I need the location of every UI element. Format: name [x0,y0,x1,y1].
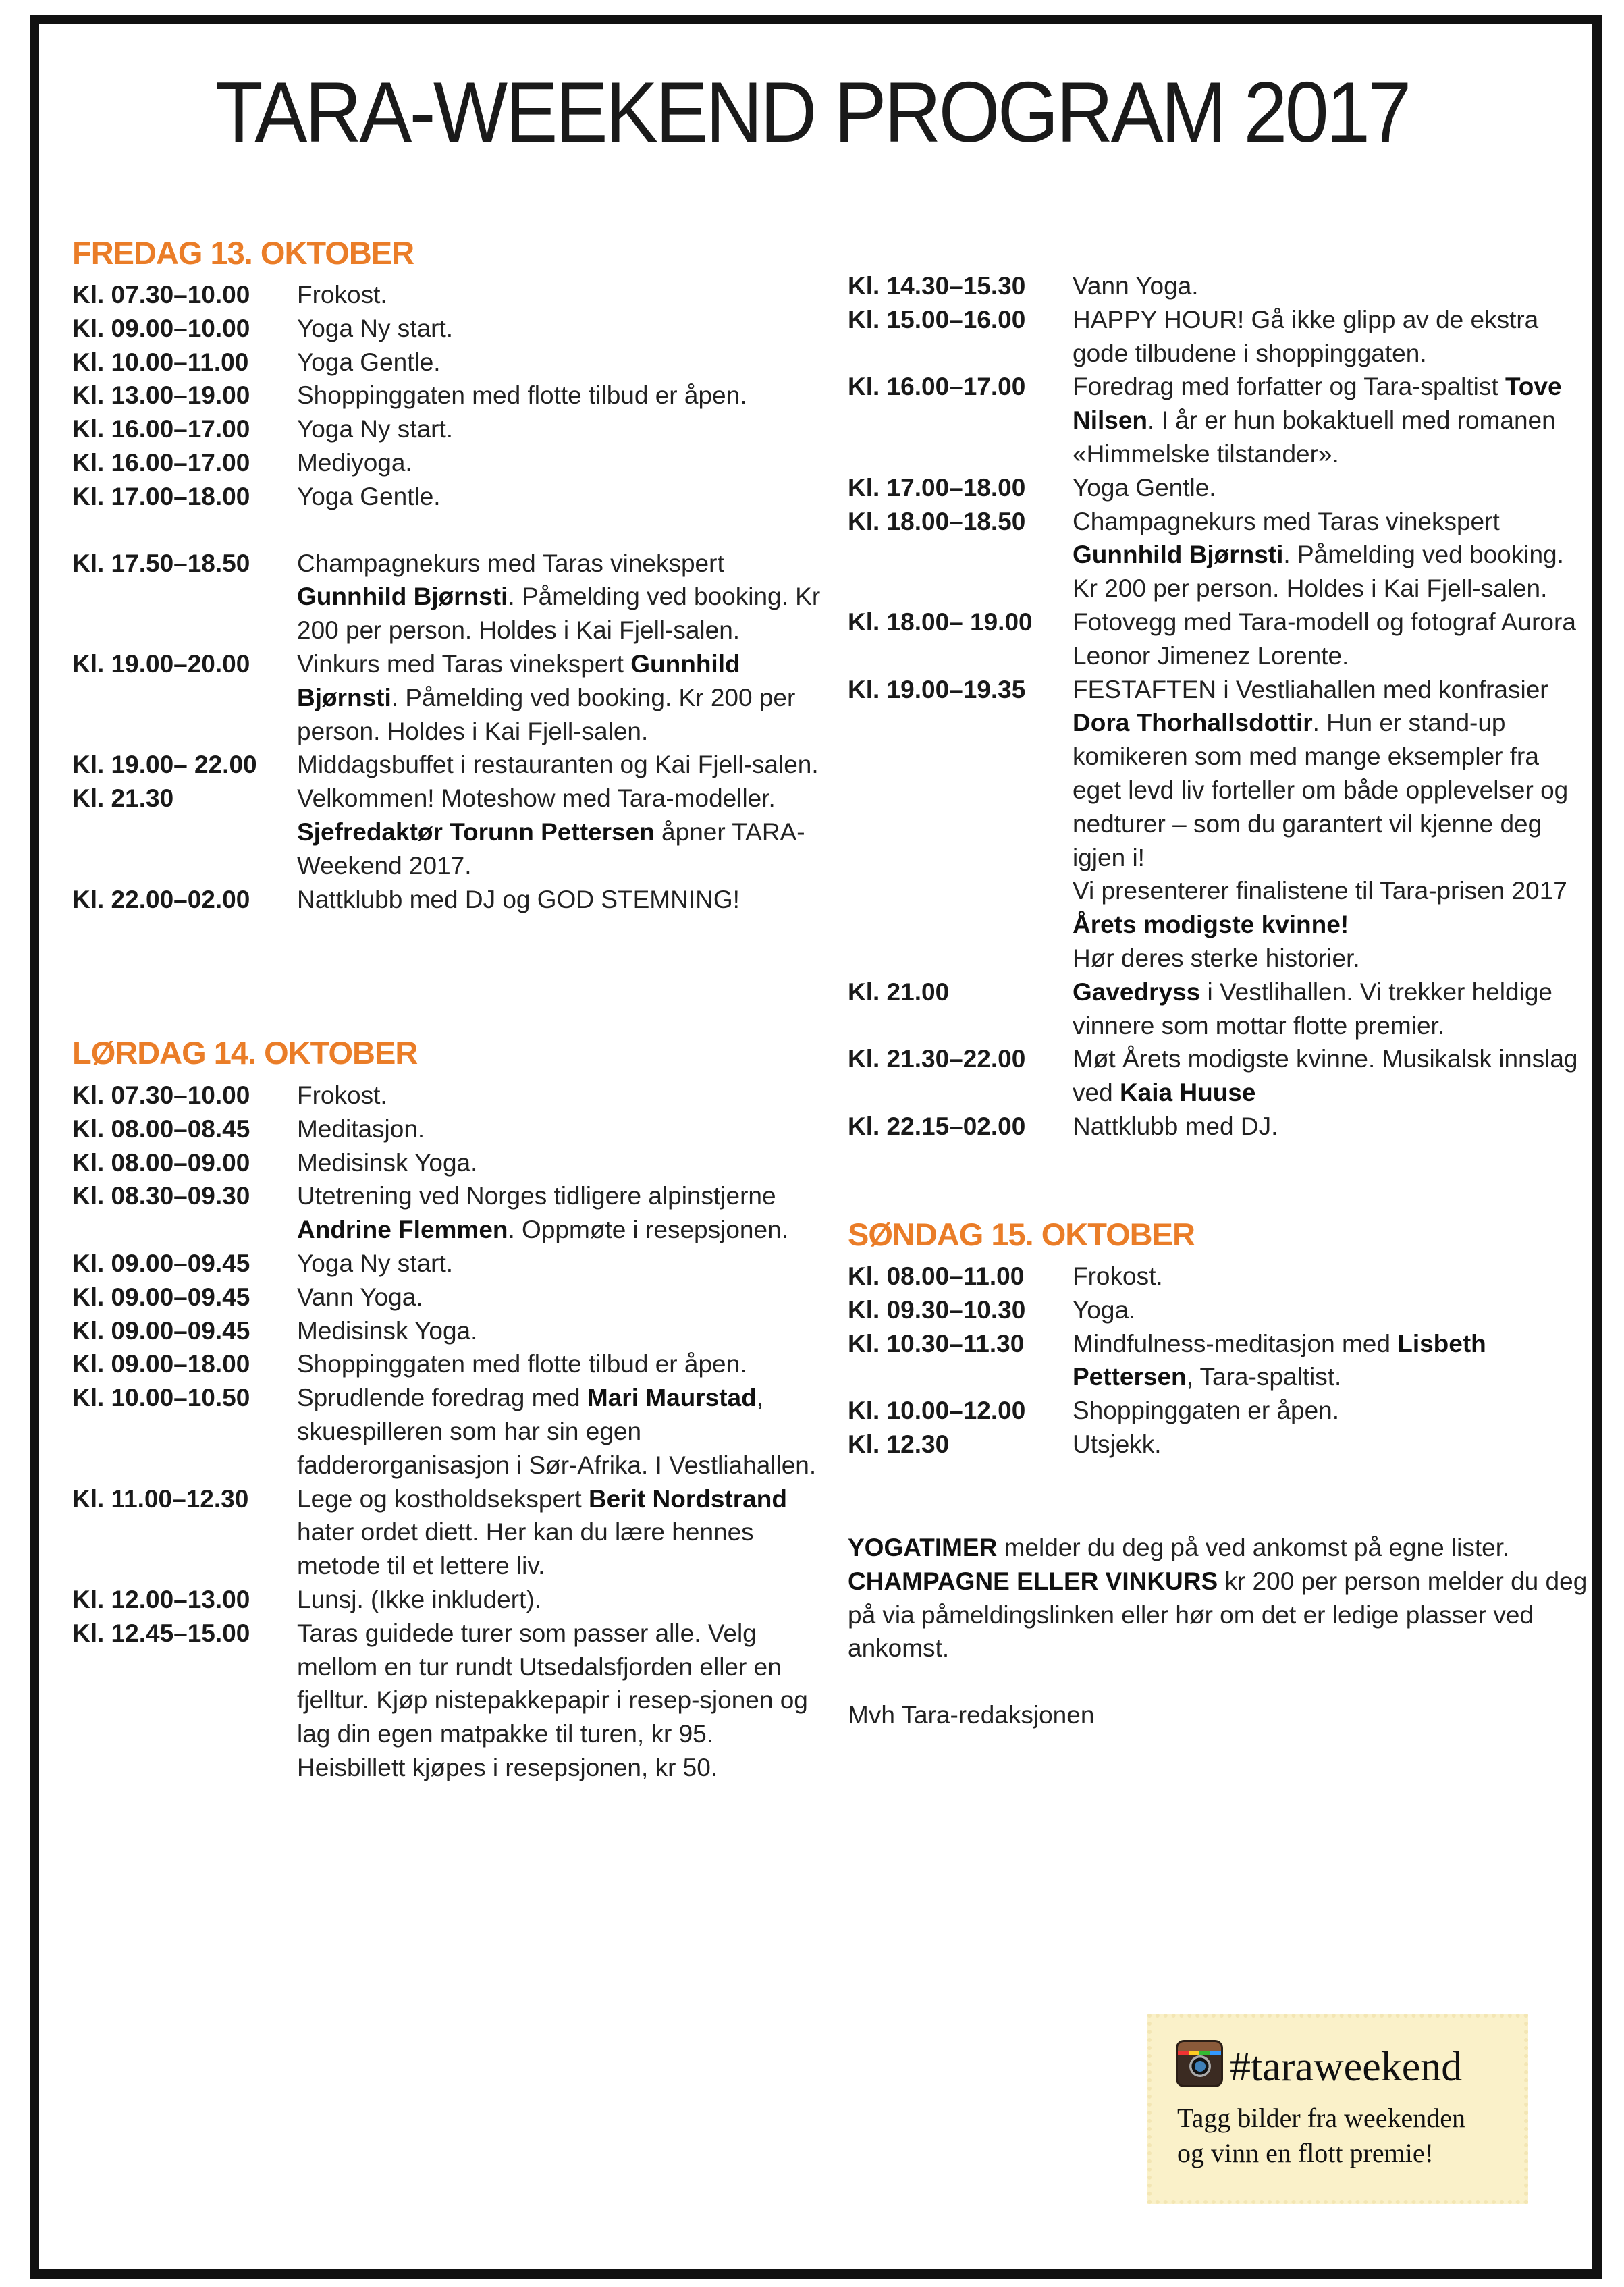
row-text: Vinkurs med Taras vinekspert Gunnhild Bjørnsti. Påmelding ved booking. Kr 200 per person. Holdes i Kai Fjell-salen. [297,649,796,745]
schedule-row [72,1112,821,1146]
row-time: Kl. 18.00–18.50 [848,507,1026,535]
award-name: Årets modigste kvinne! [1073,911,1349,939]
schedule-row [848,673,1590,975]
row-text: Yoga Gentle. [297,348,441,376]
saturday-heading: LØRDAG 14. OKTOBER [72,1035,418,1071]
hashtag-stamp [1147,2014,1528,2204]
schedule-row [72,1281,821,1314]
schedule-row [848,606,1590,673]
speaker-name: Lisbeth Pettersen [1073,1329,1486,1391]
row-time: Kl. 09.00–18.00 [72,1350,250,1378]
row-text: Medisinsk Yoga. [297,1316,478,1345]
schedule-row [848,1394,1590,1428]
hashtag-text: #taraweekend [1230,2044,1463,2090]
schedule-row [72,1314,821,1348]
row-text: Meditasjon. [297,1114,425,1143]
row-text: Yoga Ny start. [297,415,454,443]
row-text: Velkommen! Moteshow med Tara-modeller. Sjefredaktør Torunn Pettersen åpner TARA-Weekend 2017. [297,784,805,880]
row-text: Lunsj. (Ikke inkludert). [297,1585,541,1613]
row-text: Shoppinggaten med flotte tilbud er åpen. [297,1350,747,1378]
schedule-row [848,471,1590,505]
row-text: Lege og kostholdsekspert Berit Nordstrand hater ordet diett. Her kan du lære hennes metode til et lettere liv. [297,1484,787,1580]
schedule-row [848,370,1590,470]
row-time: Kl. 19.00–19.35 [848,675,1026,703]
row-text: Nattklubb med DJ og GOD STEMNING! [297,885,740,913]
row-time: Kl. 17.50–18.50 [72,549,250,577]
schedule-row [72,412,821,446]
row-time: Kl. 08.00–09.00 [72,1148,250,1177]
row-time: Kl. 07.30–10.00 [72,281,250,308]
row-time: Kl. 09.00–09.45 [72,1283,250,1311]
row-text: Mediyoga. [297,448,412,477]
schedule-row [72,1179,821,1247]
row-time: Kl. 16.00–17.00 [72,415,250,443]
schedule-row [848,1293,1590,1327]
speaker-name: Mari Maurstad [587,1384,757,1412]
saturday-schedule-left [72,1079,821,1785]
row-text: Nattklubb med DJ. [1073,1112,1278,1140]
stamp-caption: Tagg bilder fra weekenden og vinn en flott premie! [1177,2103,1465,2168]
schedule-row [72,446,821,480]
schedule-row [72,278,821,312]
row-time: Kl. 13.00–19.00 [72,381,250,410]
speaker-name: Sjefredaktør Torunn Pettersen [297,817,655,846]
row-time: Kl. 19.00– 22.00 [72,751,257,779]
signature: Mvh Tara-redaksjonen [848,1701,1095,1729]
speaker-name: Dora Thorhallsdottir [1073,709,1313,737]
row-text: FESTAFTEN i Vestliahallen med konfrasier Dora Thorhallsdottir. Hun er stand-up komikeren som med mange eksempler fra eget levd liv forteller om både opplevelser og nedturer – som du garantert vil kjenne deg igjen i! Vi presenterer finalistene til Tara-prisen 2017 Årets modigste kvinne! Hør deres sterke historier. [1073,675,1569,972]
row-text: Shoppinggaten er åpen. [1073,1397,1340,1425]
row-time: Kl. 17.00–18.00 [848,473,1026,502]
schedule-row [72,1079,821,1112]
schedule-row [72,782,821,882]
row-text: Yoga Ny start. [297,314,454,342]
row-text: Foredrag med forfatter og Tara-spaltist Tove Nilsen. I år er hun bokaktuell med romanen «Himmelske tilstander». [1073,373,1562,468]
row-text: Frokost. [297,1081,387,1109]
schedule-row [72,647,821,748]
row-text: Fotovegg med Tara-modell og fotograf Aurora Leonor Jimenez Lorente. [1073,608,1576,670]
schedule-row [848,505,1590,606]
row-time: Kl. 07.30–10.00 [72,1081,250,1109]
page-title: TARA-WEEKEND PROGRAM 2017 [215,64,1409,160]
schedule-row [848,1110,1590,1144]
row-text: Champagnekurs med Taras vinekspert Gunnhild Bjørnsti. Påmelding ved booking. Kr 200 per person. Holdes i Kai Fjell-salen. [297,549,821,645]
row-time: Kl. 22.00–02.00 [72,885,250,913]
row-time: Kl. 09.00–10.00 [72,314,250,342]
row-time: Kl. 09.00–09.45 [72,1249,250,1277]
row-text: Møt Årets modigste kvinne. Musikalsk innslag ved Kaia Huuse [1073,1045,1578,1107]
row-text: Utetrening ved Norges tidligere alpinstjerne Andrine Flemmen. Oppmøte i resepsjonen. [297,1182,788,1244]
schedule-row [72,1617,821,1785]
row-time: Kl. 08.00–11.00 [848,1262,1025,1290]
row-time: Kl. 22.15–02.00 [848,1112,1026,1140]
row-time: Kl. 10.30–11.30 [848,1329,1025,1357]
row-text: Frokost. [1073,1262,1163,1290]
schedule-row [72,346,821,379]
sunday-schedule [848,1260,1590,1461]
schedule-row [72,312,821,346]
row-time: Kl. 15.00–16.00 [848,305,1026,333]
row-time: Kl. 17.00–18.00 [72,482,250,510]
schedule-row [72,1146,821,1180]
row-time: Kl. 12.30 [848,1430,950,1458]
row-time: Kl. 12.00–13.00 [72,1585,250,1613]
row-text: Yoga Ny start. [297,1249,454,1277]
speaker-name: Kaia Huuse [1119,1079,1256,1107]
row-time: Kl. 09.30–10.30 [848,1295,1026,1324]
row-text: Taras guidede turer som passer alle. Velg mellom en tur rundt Utsedalsfjorden eller en fjelltur. Kjøp nistepakkepapir i resep-sjonen og lag din egen matpakke til turen, kr 95. Heisbillett kjøpes i resepsjonen, kr 50. [297,1619,808,1781]
row-text: Vann Yoga. [297,1283,423,1311]
saturday-schedule-right [848,269,1590,1144]
row-text: Utsjekk. [1073,1430,1162,1458]
row-time: Kl. 21.30 [72,784,174,813]
row-text: HAPPY HOUR! Gå ikke glipp av de ekstra gode tilbudene i shoppinggaten. [1073,305,1539,367]
sunday-heading: SØNDAG 15. OKTOBER [848,1216,1195,1252]
row-text: Medisinsk Yoga. [297,1148,478,1177]
friday-heading: FREDAG 13. OKTOBER [72,235,414,271]
speaker-name: Gunnhild Bjørnsti [1073,541,1284,569]
row-text: Champagnekurs med Taras vinekspert Gunnhild Bjørnsti. Påmelding ved booking. Kr 200 per person. Holdes i Kai Fjell-salen. [1073,507,1564,603]
row-text: Frokost. [297,281,387,308]
schedule-row [72,1247,821,1281]
row-time: Kl. 21.30–22.00 [848,1045,1026,1073]
schedule-row [72,480,821,514]
row-time: Kl. 18.00– 19.00 [848,608,1033,636]
row-text: Sprudlende foredrag med Mari Maurstad, skuespilleren som har sin egen fadderorganisasjon i Sør-Afrika. I Vestliahallen. [297,1384,817,1479]
row-time: Kl. 10.00–11.00 [72,348,249,376]
schedule-row [72,1482,821,1583]
schedule-row [848,1042,1590,1110]
row-text: Middagsbuffet i restauranten og Kai Fjell-salen. [297,751,819,779]
row-text: Yoga Gentle. [1073,473,1216,502]
schedule-row [72,1347,821,1381]
schedule-row [72,748,821,782]
schedule-row [848,1260,1590,1293]
row-time: Kl. 16.00–17.00 [72,448,250,477]
speaker-name: Gunnhild Bjørnsti [297,649,740,711]
row-time: Kl. 19.00–20.00 [72,649,250,678]
row-time: Kl. 10.00–12.00 [848,1397,1026,1425]
schedule-row [848,269,1590,303]
speaker-name: Tove Nilsen [1073,373,1562,435]
row-time: Kl. 10.00–10.50 [72,1384,250,1412]
signup-notes [848,1531,1590,1732]
row-time: Kl. 08.00–08.45 [72,1114,250,1143]
schedule-row [72,883,821,917]
row-time: Kl. 12.45–15.00 [72,1619,250,1647]
row-time: Kl. 08.30–09.30 [72,1182,250,1210]
speaker-name: Berit Nordstrand [588,1484,787,1513]
schedule-row [72,547,821,647]
instagram-camera-icon [1176,2040,1223,2087]
row-text: Gavedryss i Vestlihallen. Vi trekker heldige vinnere som mottar flotte premier. [1073,977,1552,1040]
yoga-note: YOGATIMER melder du deg på ved ankomst på egne lister. CHAMPAGNE ELLER VINKURS kr 200 per person melder du deg på via påmeldingslinken eller hør om det er ledige plasser ved ankomst. [848,1534,1588,1663]
schedule-row [848,1428,1590,1461]
schedule-row [848,1327,1590,1395]
row-time: Kl. 14.30–15.30 [848,272,1026,300]
row-time: Kl. 09.00–09.45 [72,1316,250,1345]
event-name: Gavedryss [1073,977,1201,1006]
schedule-row [848,975,1590,1043]
row-text: Shoppinggaten med flotte tilbud er åpen. [297,381,747,410]
schedule-row [72,1583,821,1617]
row-time: Kl. 11.00–12.30 [72,1484,249,1513]
row-text: Mindfulness-meditasjon med Lisbeth Pettersen, Tara-spaltist. [1073,1329,1486,1391]
schedule-row [72,1381,821,1482]
schedule-row [72,379,821,412]
row-text: Yoga. [1073,1295,1136,1324]
friday-schedule [72,278,821,916]
row-time: Kl. 21.00 [848,977,950,1006]
speaker-name: Andrine Flemmen [297,1216,508,1244]
schedule-row [848,303,1590,371]
row-text: Yoga Gentle. [297,482,441,510]
row-time: Kl. 16.00–17.00 [848,373,1026,401]
row-text: Vann Yoga. [1073,272,1199,300]
speaker-name: Gunnhild Bjørnsti [297,583,508,611]
